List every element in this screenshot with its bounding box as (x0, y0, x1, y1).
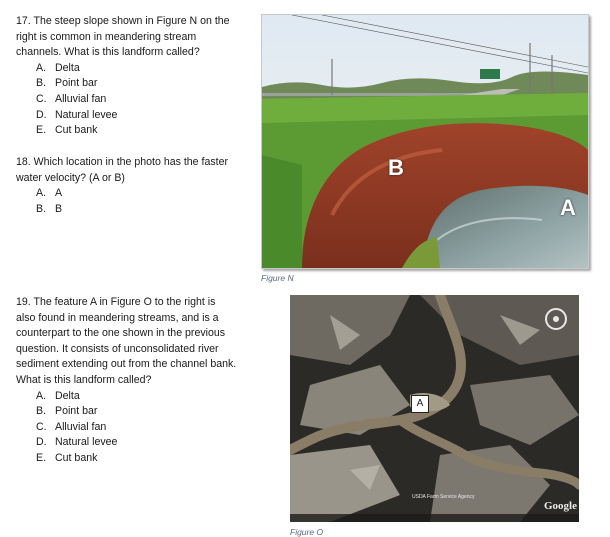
imagery-attribution: USDA Farm Service Agency (412, 494, 475, 500)
figure-o-caption: Figure O (290, 527, 324, 537)
figure-n-caption: Figure N (261, 273, 294, 283)
option-d[interactable]: D. Natural levee (36, 108, 118, 121)
google-logo: Google (544, 500, 577, 512)
option-b[interactable]: B. Point bar (36, 405, 98, 418)
option-e[interactable]: E. Cut bank (36, 124, 98, 137)
option-a[interactable]: A. Delta (36, 61, 80, 74)
cut-bank-photo (262, 15, 588, 268)
question-18-stem: 18. Which location in the photo has the faster water velocity? (A or B) (16, 156, 229, 184)
aerial-meander-photo (290, 295, 579, 522)
question-17 (16, 14, 261, 139)
figure-n-photo (261, 14, 589, 269)
option-b[interactable]: B. B (36, 202, 63, 215)
option-d[interactable]: D. Natural levee (36, 436, 118, 449)
question-19 (16, 295, 286, 467)
question-19-stem: 19. The feature A in Figure O to the right is also found in meandering streams, and is a counterpart to the one shown in the previous question. It consists of unconsolidated river sediment extending out from the channel bank. What is this landform called? (16, 296, 237, 386)
option-e[interactable]: E. Cut bank (36, 451, 98, 464)
option-a[interactable]: A. A (36, 187, 63, 200)
option-c[interactable]: C. Alluvial fan (36, 420, 107, 433)
question-18 (16, 155, 261, 217)
question-17-options (16, 61, 261, 139)
label-b: B (388, 155, 404, 180)
label-a: A (560, 195, 576, 220)
option-a[interactable]: A. Delta (36, 389, 80, 402)
question-18-options (16, 186, 261, 217)
option-b[interactable]: B. Point bar (36, 77, 98, 90)
figure-o-aerial (290, 295, 579, 522)
question-17-stem: 17. The steep slope shown in Figure N on the right is common in meandering stream channels. What is this landform called? (16, 15, 230, 59)
question-19-options (16, 389, 286, 467)
label-a-box: A (411, 395, 429, 413)
option-c[interactable]: C. Alluvial fan (36, 92, 107, 105)
